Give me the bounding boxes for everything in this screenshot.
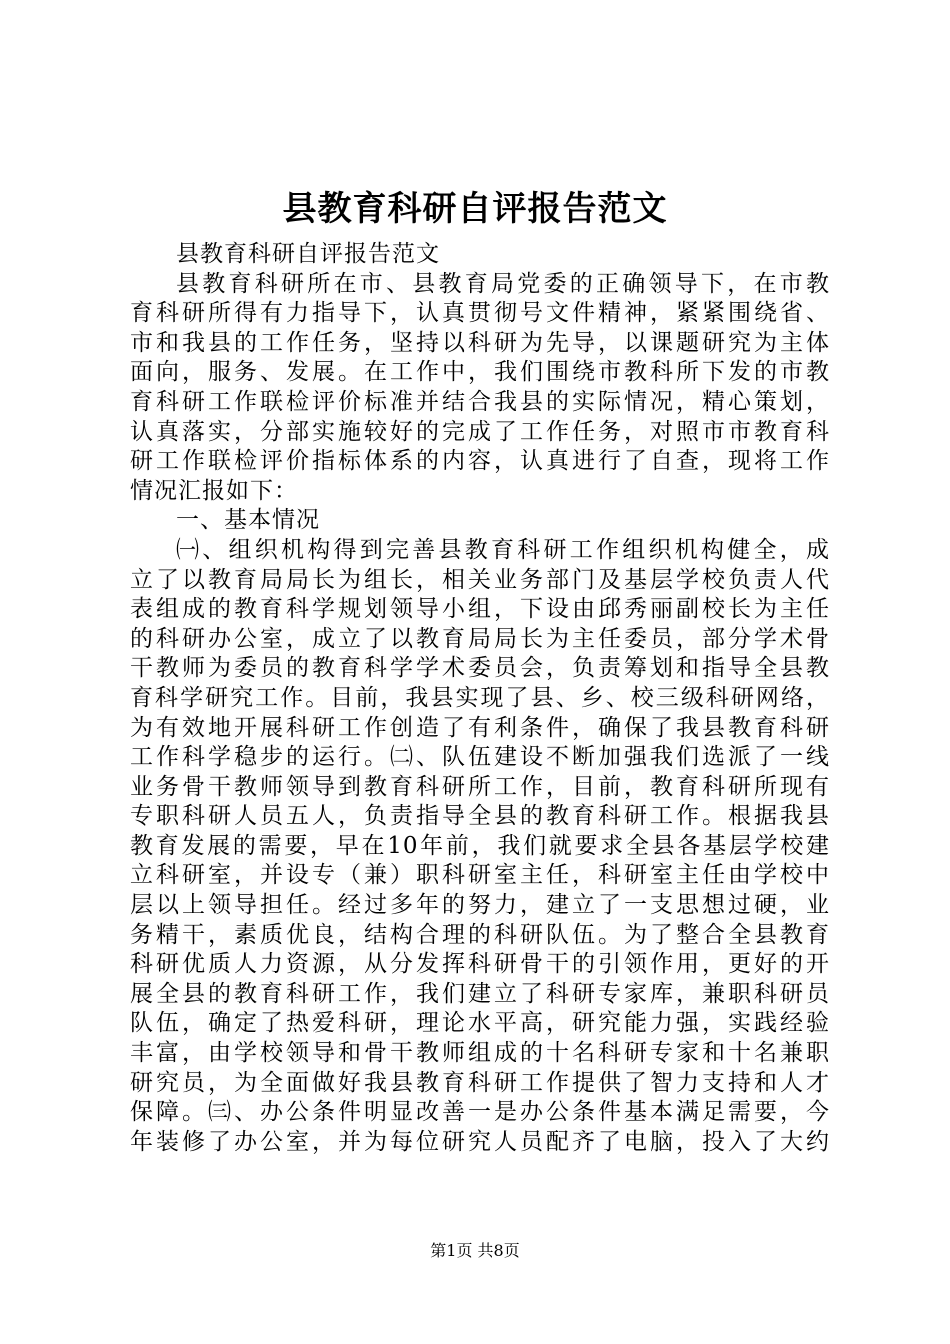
- paragraph-line: 年装修了办公室，并为每位研究人员配齐了电脑，投入了大约: [130, 1128, 830, 1155]
- paragraph-line: 立了以教育局局长为组长，相关业务部门及基层学校负责人代: [130, 566, 830, 593]
- paragraph-line: 丰富，由学校领导和骨干教师组成的十名科研专家和十名兼职: [130, 1040, 830, 1067]
- paragraph-line: ㈠、组织机构得到完善县教育科研工作组织机构健全，成: [176, 536, 830, 563]
- paragraph-line: 展全县的教育科研工作，我们建立了科研专家库，兼职科研员: [130, 980, 830, 1007]
- paragraph-line: 面向，服务、发展。在工作中，我们围绕市教科所下发的市教: [130, 359, 830, 386]
- document-body: [130, 240, 830, 1157]
- paragraph-line: 务精干，素质优良，结构合理的科研队伍。为了整合全县教育: [130, 921, 830, 948]
- document-title: 县教育科研自评报告范文: [282, 189, 668, 229]
- paragraph-line: 层以上领导担任。经过多年的努力，建立了一支思想过硬，业: [130, 892, 830, 919]
- paragraph-line: 情况汇报如下：: [130, 477, 298, 504]
- paragraph-line: 育科学研究工作。目前，我县实现了县、乡、校三级科研网络，: [130, 684, 830, 711]
- paragraph-line: 业务骨干教师领导到教育科研所工作，目前，教育科研所现有: [130, 773, 830, 800]
- paragraph-line: 育科研工作联检评价标准并结合我县的实际情况，精心策划，: [130, 388, 830, 415]
- paragraph-line: 科研优质人力资源，从分发挥科研骨干的引领作用，更好的开: [130, 951, 830, 978]
- paragraph-line: 专职科研人员五人，负责指导全县的教育科研工作。根据我县: [130, 803, 830, 830]
- paragraph-line: 研工作联检评价指标体系的内容，认真进行了自查，现将工作: [130, 448, 830, 475]
- paragraph-line: 县教育科研自评报告范文: [176, 241, 440, 267]
- paragraph-line: 表组成的教育科学规划领导小组，下设由邱秀丽副校长为主任: [130, 596, 830, 623]
- paragraph-line: 一、基本情况: [176, 507, 320, 534]
- paragraph-line: 教育发展的需要，早在10年前，我们就要求全县各基层学校建: [130, 832, 830, 859]
- page-footer: 第1页 共8页: [430, 1241, 520, 1260]
- paragraph-line: 研究员，为全面做好我县教育科研工作提供了智力支持和人才: [130, 1069, 830, 1096]
- paragraph-line: 县教育科研所在市、县教育局党委的正确领导下，在市教: [176, 270, 830, 297]
- paragraph-line: 队伍，确定了热爱科研，理论水平高，研究能力强，实践经验: [130, 1010, 830, 1037]
- paragraph-line: 认真落实，分部实施较好的完成了工作任务，对照市市教育科: [130, 418, 830, 445]
- paragraph-line: 为有效地开展科研工作创造了有利条件，确保了我县教育科研: [130, 714, 830, 741]
- paragraph-line: 保障。㈢、办公条件明显改善一是办公条件基本满足需要，今: [130, 1099, 830, 1126]
- paragraph-line: 立科研室，并设专（兼）职科研室主任，科研室主任由学校中: [130, 862, 830, 889]
- paragraph-line: 干教师为委员的教育科学学术委员会，负责筹划和指导全县教: [130, 655, 830, 682]
- paragraph-line: 工作科学稳步的运行。㈡、队伍建设不断加强我们选派了一线: [130, 744, 830, 771]
- paragraph-line: 育科研所得有力指导下，认真贯彻号文件精神，紧紧围绕省、: [130, 300, 830, 327]
- paragraph-line: 市和我县的工作任务，坚持以科研为先导，以课题研究为主体: [130, 329, 830, 356]
- paragraph-line: 的科研办公室，成立了以教育局局长为主任委员，部分学术骨: [130, 625, 830, 652]
